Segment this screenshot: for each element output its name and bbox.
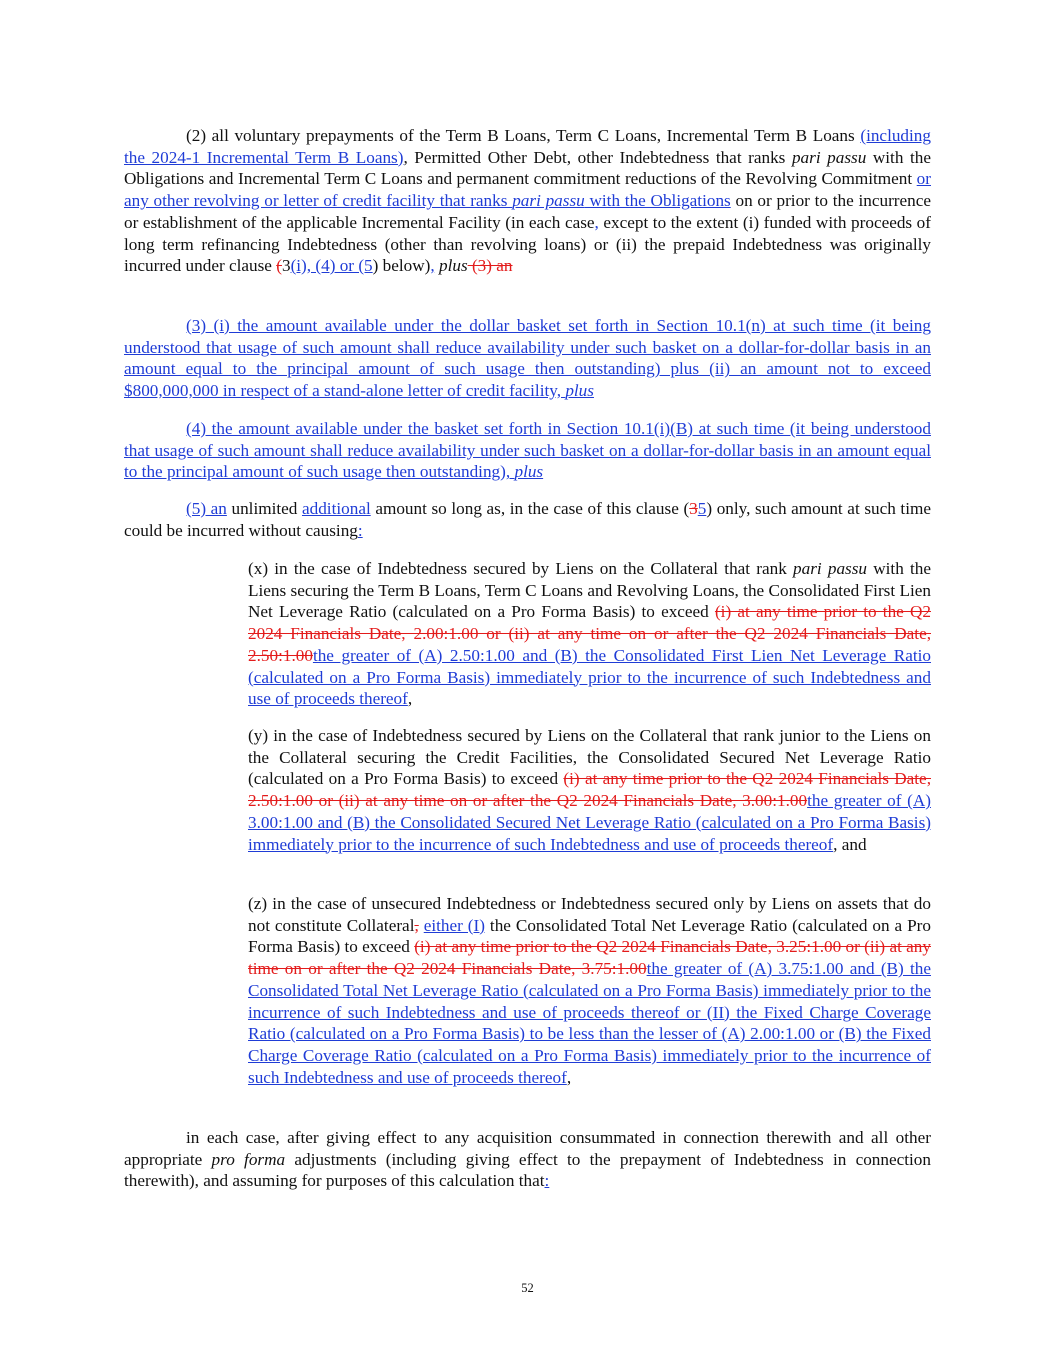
deleted-text: (3) an (467, 256, 513, 276)
italic-text: plus (439, 256, 468, 276)
text: , (566, 1067, 572, 1087)
inserted-text: the greater of (A) 2.50:1.00 and (B) the Consolidated First Lien Net Leverage Ratio (calculated on a Pro Forma Basis) immediately prior to the incurrence of such Indebtedness and use of proceeds thereof (248, 645, 931, 709)
inserted-text: the greater of (A) 3.00:1.00 and (B) the Consolidated Secured Net Leverage Ratio (calculated on a Pro Forma Basis) immediately prior to the incurrence of such Indebtedness and use of proceeds thereof (248, 791, 931, 854)
text: ) below) (372, 256, 431, 276)
inserted-text: 5 (697, 499, 707, 518)
paragraph-clause-4 (124, 418, 931, 483)
inserted-text: : (544, 1171, 550, 1191)
inserted-text: (i), (4) or (5 (290, 256, 373, 276)
deleted-text: (i) at any time prior to the Q2 2024 Financials Date, 2.50:1.00 or (ii) at any time on or after the Q2 2024 Financials Date, 3.00:1.00 (248, 769, 931, 811)
text: with the Liens securing the Term B Loans, Term C Loans and Revolving Loans, the Consolidated First Lien Net Leverage Ratio (calculated on a Pro Forma Basis) to exceed (248, 559, 931, 622)
text: on or prior to the incurrence or establishment of the applicable Incremental Facility (in each case (124, 191, 932, 232)
inserted-text: (5) an (186, 499, 227, 518)
paragraph-clause-2 (124, 125, 931, 277)
inserted-text: with the Obligations (584, 191, 731, 211)
text: , (407, 689, 413, 709)
inserted-italic-text: pari passu (512, 191, 585, 211)
inserted-italic-text: plus (565, 381, 594, 401)
paragraph-clause-3 (124, 315, 931, 402)
text: adjustments (including giving effect to the prepayment of Indebtedness in connection therewith), and assuming for purposes of this calculation that (124, 1149, 931, 1191)
inserted-text: or any other revolving or letter of credit facility that ranks (124, 169, 931, 211)
text: ) only, such amount at such time could be incurred without causing (124, 499, 931, 540)
paragraph-clause-5 (124, 498, 931, 541)
italic-text: pro forma (211, 1149, 286, 1169)
text: , and (833, 834, 867, 854)
text: except to the extent (i) funded with proceeds of long term refinancing Indebtedness (other than revolving loans) or (ii) the prepaid Indebtedness was originally incurred under clause (124, 212, 931, 276)
inserted-text: (3) (i) the amount available under the dollar basket set forth in Section 10.1(n) at such time (it being understood that usage of such amount shall reduce availability under such basket on a dollar-for-dollar basis in an amount equal to the principal amount of such usage then outstanding) plus (ii) an amount not to exceed $800,000,000 in respect of a stand-alone letter of credit facility, (124, 316, 931, 401)
text: amount so long as, in the case of this clause ( (370, 499, 690, 518)
page-number: 52 (521, 1281, 534, 1295)
text: unlimited (226, 499, 302, 518)
text: in each case, after giving effect to any acquisition consummated in connection therewith and all other appropriate (124, 1128, 931, 1169)
text: (z) in the case of unsecured Indebtedness or Indebtedness secured only by Liens on assets that do not constitute Collateral (248, 894, 931, 935)
text: with the Obligations and Incremental Term C Loans and permanent commitment reductions of the Revolving Commitment (124, 147, 931, 189)
text: (x) in the case of Indebtedness secured by Liens on the Collateral that rank (248, 559, 794, 578)
deleted-text: (i) at any time prior to the Q2 2024 Financials Date, 3.25:1.00 or (ii) at any time on or after the Q2 2024 Financials Date, 3.75:1.00 (248, 937, 931, 979)
paragraph-closing (124, 1127, 931, 1192)
inserted-text: (4) the amount available under the basket set forth in Section 10.1(i)(B) at such time (it being understood that usage of such amount shall reduce availability under such basket on a dollar-for-dollar basis in an amount equal to the principal amount of such usage then outstanding), (124, 419, 931, 482)
text: (y) in the case of Indebtedness secured by Liens on the Collateral that rank junior to the Liens on the Collateral securing the Credit Facilities, the Consolidated Secured Net Leverage Ratio (calculated on a Pro Forma Basis) to exceed (248, 726, 931, 789)
subclause-x (248, 558, 931, 710)
inserted-text: : (357, 520, 363, 540)
inserted-italic-text: plus (514, 462, 544, 482)
inserted-text: , (594, 212, 599, 232)
deleted-text: , (414, 915, 419, 935)
text: 3 (281, 256, 291, 276)
italic-text: pari passu (791, 147, 867, 167)
deleted-text: (i) at any time prior to the Q2 2024 Financials Date, 2.00:1.00 or (ii) at any time on or after the Q2 2024 Financials Date, 2.50:1.00 (248, 602, 931, 665)
inserted-text: , (430, 256, 435, 276)
subclause-y (248, 725, 931, 855)
text: the Consolidated Total Net Leverage Ratio (calculated on a Pro Forma Basis) to exceed (248, 915, 932, 957)
deleted-text: ( (276, 256, 282, 276)
inserted-text: (including the 2024-1 Incremental Term B Loans) (124, 126, 931, 167)
italic-text: pari passu (793, 559, 868, 578)
text: (2) all voluntary prepayments of the Term B Loans, Term C Loans, Incremental Term B Loans (186, 126, 861, 145)
inserted-text: additional (301, 499, 371, 518)
inserted-text: either (I) (423, 915, 485, 935)
text: , Permitted Other Debt, other Indebtedness that ranks (403, 147, 792, 167)
inserted-text: the greater of (A) 3.75:1.00 and (B) the Consolidated Total Net Leverage Ratio (calculated on a Pro Forma Basis) immediately prior to the incurrence of such Indebtedness and use of proceeds thereof or (II) the Fixed Charge Coverage Ratio (calculated on a Pro Forma Basis) to be less than the lesser of (A) 2.00:1.00 or (B) the Fixed Charge Coverage Ratio (calculated on a Pro Forma Basis) immediately prior to the incurrence of such Indebtedness and use of proceeds thereof (248, 959, 931, 1087)
subclause-z (248, 893, 931, 1088)
deleted-text: 3 (689, 499, 698, 518)
